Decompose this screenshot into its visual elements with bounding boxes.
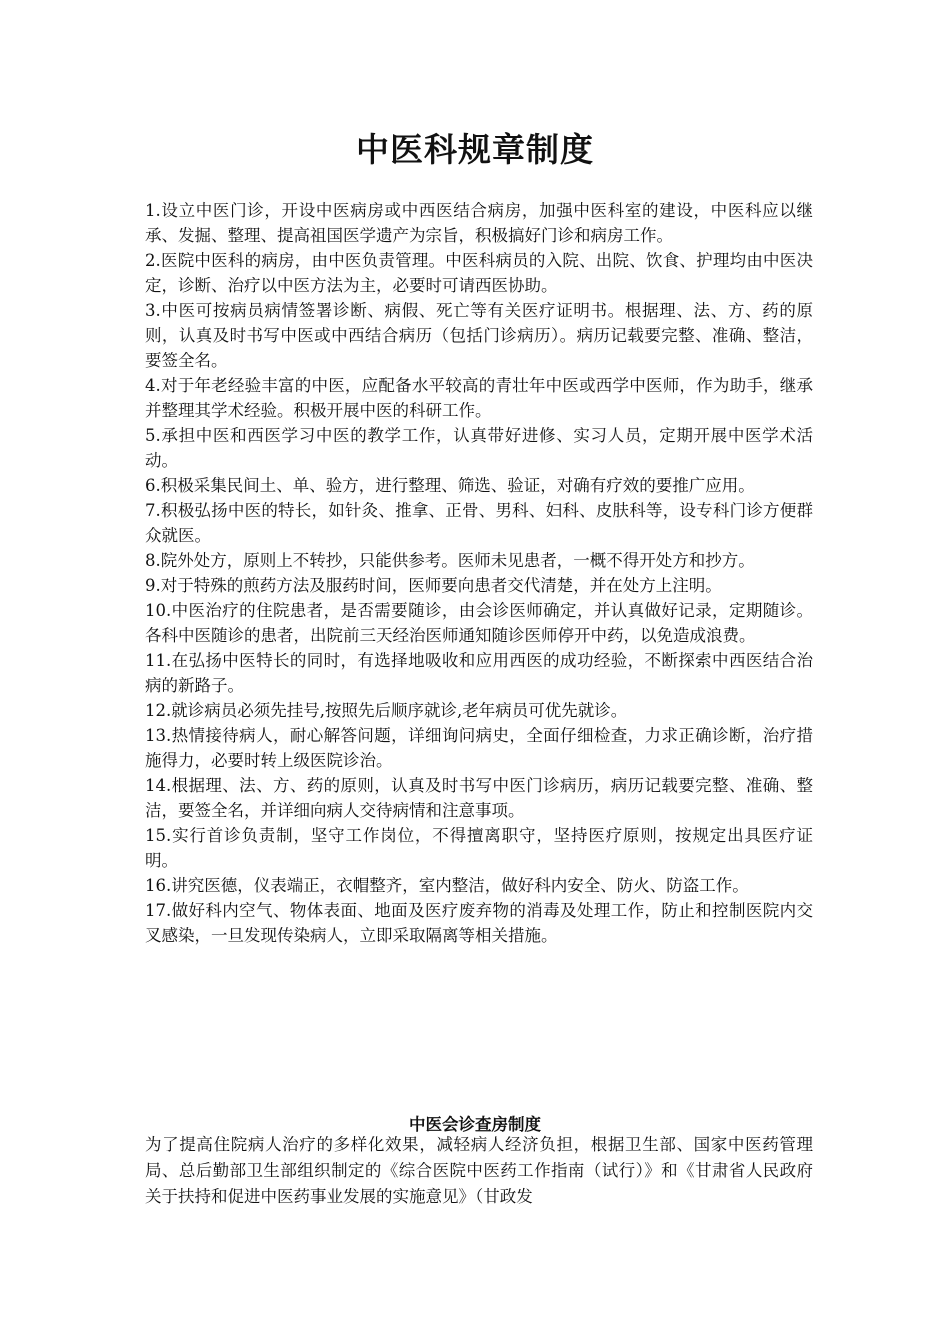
rule-item: 13.热情接待病人，耐心解答问题，详细询问病史，全面仔细检查，力求正确诊断，治疗措施得力，必要时转上级医院诊治。 [145, 726, 813, 770]
rule-item: 2.医院中医科的病房，由中医负责管理。中医科病员的入院、出院、饮食、护理均由中医决定，诊断、治疗以中医方法为主，必要时可请西医协助。 [145, 251, 813, 295]
rule-item: 7.积极弘扬中医的特长，如针灸、推拿、正骨、男科、妇科、皮肤科等，设专科门诊方便群众就医。 [145, 501, 813, 545]
rule-item: 8.院外处方，原则上不转抄，只能供参考。医师未见患者，一概不得开处方和抄方。 [145, 551, 755, 570]
rule-item: 11.在弘扬中医特长的同时，有选择地吸收和应用西医的成功经验，不断探索中西医结合治病的新路子。 [145, 651, 813, 695]
rule-item: 16.讲究医德，仪表端正，衣帽整齐，室内整洁，做好科内安全、防火、防盗工作。 [145, 876, 749, 895]
document-title: 中医科规章制度 [356, 130, 594, 169]
rule-item: 4.对于年老经验丰富的中医，应配备水平较高的青壮年中医或西学中医师，作为助手，继承并整理其学术经验。积极开展中医的科研工作。 [145, 376, 813, 420]
rule-item: 17.做好科内空气、物体表面、地面及医疗废弃物的消毒及处理工作，防止和控制医院内交叉感染，一旦发现传染病人，立即采取隔离等相关措施。 [145, 901, 813, 945]
rule-item: 10.中医治疗的住院患者，是否需要随诊，由会诊医师确定，并认真做好记录，定期随诊。各科中医随诊的患者，出院前三天经治医师通知随诊医师停开中药，以免造成浪费。 [145, 601, 813, 645]
rule-item: 5.承担中医和西医学习中医的教学工作，认真带好进修、实习人员，定期开展中医学术活动。 [145, 426, 813, 470]
rule-item: 15.实行首诊负责制，坚守工作岗位，不得擅离职守，坚持医疗原则，按规定出具医疗证明。 [145, 826, 813, 870]
rule-item: 6.积极采集民间土、单、验方，进行整理、筛选、验证，对确有疗效的要推广应用。 [145, 476, 755, 495]
rule-item: 1.设立中医门诊，开设中医病房或中西医结合病房，加强中医科室的建设，中医科应以继承、发掘、整理、提高祖国医学遗产为宗旨，积极搞好门诊和病房工作。 [145, 201, 813, 245]
section-intro-paragraph: 为了提高住院病人治疗的多样化效果，减轻病人经济负担，根据卫生部、国家中医药管理局、总后勤部卫生部组织制定的《综合医院中医药工作指南（试行）》和《甘肃省人民政府关于扶持和促进中医药事业发展的实施意见》（甘政发 [145, 1135, 813, 1206]
rule-item: 3.中医可按病员病情签署诊断、病假、死亡等有关医疗证明书。根据理、法、方、药的原则，认真及时书写中医或中西结合病历（包括门诊病历）。病历记载要完整、准确、整洁，要签全名。 [145, 301, 813, 370]
rules-list [145, 198, 813, 948]
rule-item: 9.对于特殊的煎药方法及服药时间，医师要向患者交代清楚，并在处方上注明。 [145, 576, 722, 595]
rule-item: 14.根据理、法、方、药的原则，认真及时书写中医门诊病历，病历记载要完整、准确、整洁，要签全名，并详细向病人交待病情和注意事项。 [145, 776, 813, 820]
rule-item: 12.就诊病员必须先挂号,按照先后顺序就诊,老年病员可优先就诊。 [145, 701, 628, 720]
section-title: 中医会诊查房制度 [409, 1115, 541, 1134]
